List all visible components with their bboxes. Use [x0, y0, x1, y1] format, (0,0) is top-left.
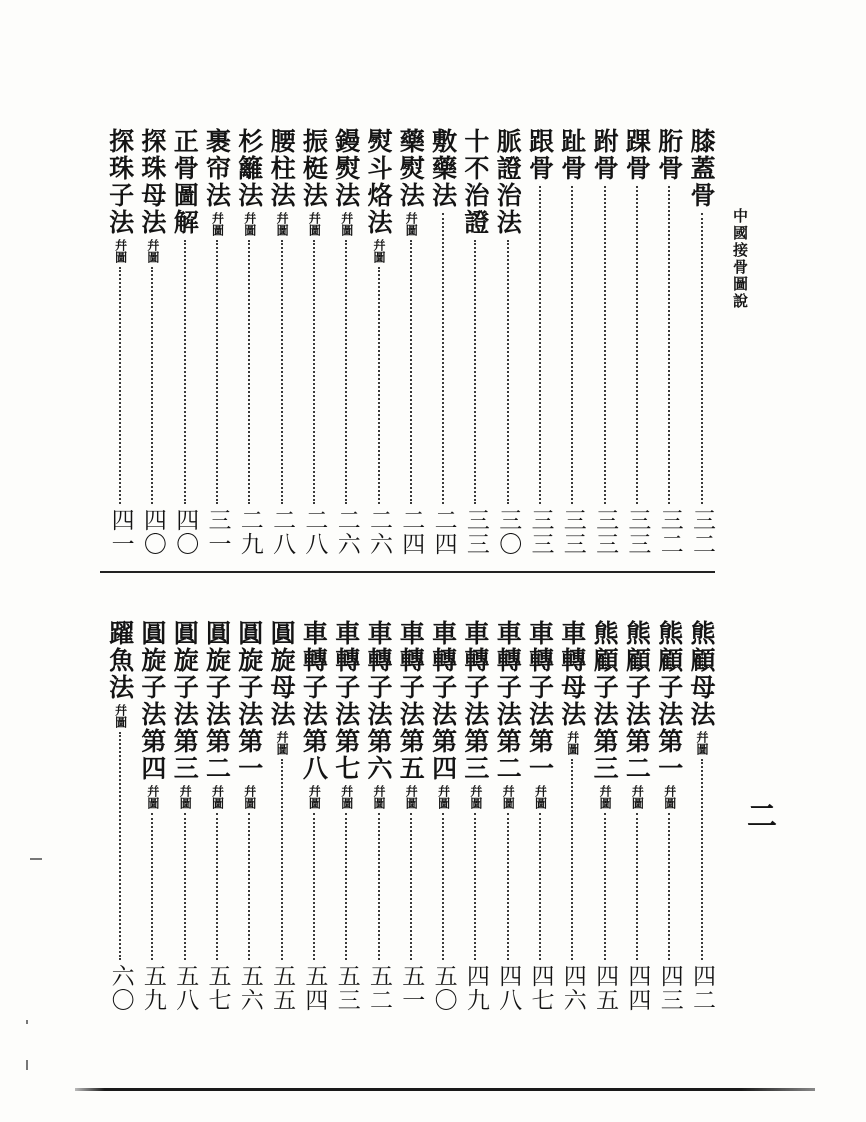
toc-entry-page: 五〇 [430, 964, 457, 1012]
toc-entry-note: 幷圖 [662, 785, 677, 809]
toc-entry-title: 車轉子法第八 [299, 620, 329, 782]
toc-entry-note: 幷圖 [178, 785, 193, 809]
toc-entry [460, 620, 491, 1012]
toc-entry-note: 幷圖 [210, 212, 225, 236]
toc-entry-note: 幷圖 [695, 731, 709, 755]
toc-entry-note: 幷圖 [339, 785, 354, 809]
toc-entry-title: 踝骨 [622, 128, 652, 182]
toc-entry [266, 620, 297, 1012]
toc-entry-note: 幷圖 [598, 785, 613, 809]
toc-entry [298, 128, 329, 556]
toc-entry-title: 車轉母法 [557, 620, 587, 728]
dot-leader [474, 240, 476, 504]
toc-entry [557, 128, 588, 556]
toc-entry-title: 圓旋子法第三 [170, 620, 200, 782]
toc-entry [234, 128, 265, 556]
toc-entry-note: 幷圖 [145, 785, 160, 809]
running-header: 中國接骨圖說 [731, 208, 749, 310]
dot-leader [119, 267, 121, 504]
toc-entry-page: 三三 [527, 508, 554, 556]
toc-entry-title: 胻骨 [654, 128, 684, 182]
toc-entry-title: 探珠子法 [105, 128, 135, 236]
dot-leader [248, 813, 250, 960]
toc-entry-page: 四四 [624, 964, 651, 1012]
dot-leader [313, 813, 315, 960]
toc-entry [428, 620, 459, 1012]
toc-entry [654, 620, 685, 1012]
dot-leader [313, 240, 315, 504]
toc-entry-note: 幷圖 [565, 731, 580, 755]
toc-entry-page: 二九 [236, 508, 263, 556]
toc-entry [621, 128, 652, 556]
bottom-rule [75, 1088, 815, 1091]
toc-entry [460, 128, 491, 556]
toc-entry-page: 三二 [689, 508, 715, 556]
toc-entry-title: 藥熨法 [396, 128, 426, 209]
toc-entry-page: 二八 [301, 508, 328, 556]
toc-entry [589, 620, 620, 1012]
toc-entry-title: 裹帘法 [202, 128, 232, 209]
toc-entry-page: 四二 [689, 964, 715, 1012]
toc-entry-page: 二四 [398, 508, 425, 556]
toc-entry-title: 熊顧子法第三 [590, 620, 620, 782]
dot-leader [184, 813, 186, 960]
toc-entry-title: 車轉子法第六 [364, 620, 393, 782]
toc-entry-page: 四〇 [172, 508, 199, 556]
dot-leader [636, 186, 638, 504]
toc-entry-note: 幷圖 [501, 785, 516, 809]
toc-entry [266, 128, 297, 556]
toc-entry [525, 128, 556, 556]
toc-entry [105, 128, 136, 556]
toc-entry-title: 杉籬法 [234, 128, 264, 209]
toc-entry-title: 鏝熨法 [331, 128, 361, 209]
dot-leader [507, 813, 509, 960]
toc-entry-page: 三二 [656, 508, 683, 556]
toc-entry [492, 128, 523, 556]
dot-leader [604, 186, 606, 504]
toc-entry-title: 圓旋子法第四 [137, 620, 167, 782]
toc-entry-note: 幷圖 [242, 785, 257, 809]
toc-entry-page: 四八 [495, 964, 522, 1012]
toc-entry-note: 幷圖 [113, 704, 128, 728]
scan-speck [26, 1060, 28, 1070]
toc-entry-note: 幷圖 [307, 785, 322, 809]
toc-entry-title: 圓旋子法第一 [234, 620, 264, 782]
toc-entry-page: 三一 [204, 508, 231, 556]
toc-entry-note: 幷圖 [275, 731, 290, 755]
toc-entry-page: 二六 [333, 508, 360, 556]
toc-entry [428, 128, 459, 556]
toc-entry [654, 128, 685, 556]
toc-entry-title: 車轉子法第四 [428, 620, 458, 782]
dot-leader [507, 240, 509, 504]
toc-entry [686, 620, 717, 1012]
toc-entry-title: 脈證治法 [493, 128, 523, 236]
toc-entry-note: 幷圖 [113, 239, 128, 263]
toc-entry [589, 128, 620, 556]
dot-leader [474, 813, 476, 960]
toc-entry-page: 三三 [592, 508, 619, 556]
toc-entry [105, 620, 136, 1012]
dot-leader [668, 813, 670, 960]
toc-entry-page: 四三 [656, 964, 683, 1012]
toc-entry-title: 熊顧母法 [687, 620, 716, 728]
dot-leader [539, 186, 541, 504]
toc-entry-page: 四〇 [139, 508, 166, 556]
dot-leader [668, 186, 670, 504]
dot-leader [378, 267, 380, 504]
toc-entry-note: 幷圖 [275, 212, 290, 236]
toc-entry-page: 四一 [107, 508, 134, 556]
toc-entry-title: 十不治證 [460, 128, 490, 236]
toc-entry [137, 128, 168, 556]
dot-leader [151, 813, 153, 960]
toc-entry [686, 128, 717, 556]
toc-entry-page: 五五 [269, 964, 296, 1012]
toc-entry-note: 幷圖 [630, 785, 645, 809]
toc-entry [169, 620, 200, 1012]
dot-leader [539, 813, 541, 960]
dot-leader [701, 213, 703, 504]
dot-leader [604, 813, 606, 960]
toc-entry [298, 620, 329, 1012]
toc-entry [137, 620, 168, 1012]
toc-entry-note: 幷圖 [372, 239, 386, 263]
toc-entry-page: 二四 [430, 508, 457, 556]
toc-entry [331, 128, 362, 556]
toc-entry-title: 圓旋母法 [267, 620, 297, 728]
toc-entry-note: 幷圖 [145, 239, 160, 263]
toc-entry-title: 熊顧子法第二 [622, 620, 652, 782]
toc-entry-note: 幷圖 [468, 785, 483, 809]
dot-leader [345, 240, 347, 504]
dot-leader [151, 267, 153, 504]
toc-entry-title: 跟骨 [525, 128, 555, 182]
dot-leader [345, 813, 347, 960]
toc-entry [557, 620, 588, 1012]
toc-entry [202, 128, 233, 556]
toc-entry-title: 熊顧子法第一 [654, 620, 684, 782]
toc-entry-page: 六〇 [107, 964, 134, 1012]
toc-entry-page: 三〇 [495, 508, 522, 556]
toc-entry-note: 幷圖 [242, 212, 257, 236]
toc-entry-note: 幷圖 [404, 212, 419, 236]
toc-entry-title: 躍魚法 [105, 620, 135, 701]
toc-entry [492, 620, 523, 1012]
dot-leader [571, 759, 573, 960]
dot-leader [410, 813, 412, 960]
page-number: 二 [741, 800, 776, 830]
toc-entry-page: 四六 [559, 964, 586, 1012]
toc-entry-page: 四五 [592, 964, 619, 1012]
dot-leader [410, 240, 412, 504]
toc-entry-title: 車轉子法第二 [493, 620, 523, 782]
toc-entry-title: 車轉子法第七 [331, 620, 361, 782]
section-divider [100, 571, 715, 573]
dot-leader [248, 240, 250, 504]
toc-entry-page: 五八 [172, 964, 199, 1012]
toc-entry-note: 幷圖 [372, 785, 386, 809]
toc-entry-page: 五七 [204, 964, 231, 1012]
toc-entry-note: 幷圖 [210, 785, 225, 809]
dot-leader [184, 240, 186, 504]
dot-leader [119, 732, 121, 960]
dot-leader [442, 213, 444, 504]
toc-entry-title: 正骨圖解 [170, 128, 200, 236]
toc-entry [621, 620, 652, 1012]
toc-entry-title: 車轉子法第五 [396, 620, 426, 782]
toc-entry-title: 車轉子法第一 [525, 620, 555, 782]
dot-leader [378, 813, 380, 960]
toc-entry [363, 620, 394, 1012]
scan-speck [26, 1020, 28, 1024]
toc-entry-page: 二八 [269, 508, 296, 556]
dot-leader [442, 813, 444, 960]
toc-entry [395, 620, 426, 1012]
toc-entry-title: 敷藥法 [428, 128, 458, 209]
toc-entry-note: 幷圖 [307, 212, 322, 236]
toc-entry-note: 幷圖 [436, 785, 451, 809]
toc-entry [395, 128, 426, 556]
toc-entry-title: 腰柱法 [267, 128, 297, 209]
toc-entry-title: 熨斗烙法 [364, 128, 393, 236]
toc-entry [234, 620, 265, 1012]
toc-entry [363, 128, 394, 556]
toc-entry-title: 趾骨 [557, 128, 587, 182]
toc-entry [331, 620, 362, 1012]
toc-entry-page: 五一 [398, 964, 425, 1012]
toc-entry-title: 跗骨 [590, 128, 620, 182]
toc-entry-title: 振梃法 [299, 128, 329, 209]
toc-entry-page: 五四 [301, 964, 328, 1012]
toc-entry-page: 三三 [624, 508, 651, 556]
scan-speck [30, 858, 42, 860]
dot-leader [281, 759, 283, 960]
toc-entry-note: 幷圖 [404, 785, 419, 809]
dot-leader [216, 813, 218, 960]
dot-leader [701, 759, 703, 960]
toc-entry-page: 四七 [527, 964, 554, 1012]
toc-entry-title: 車轉子法第三 [460, 620, 490, 782]
dot-leader [281, 240, 283, 504]
toc-entry-note: 幷圖 [533, 785, 548, 809]
toc-entry [525, 620, 556, 1012]
toc-entry-note: 幷圖 [339, 212, 354, 236]
toc-entry-title: 膝蓋骨 [687, 128, 716, 209]
toc-entry-page: 四九 [462, 964, 489, 1012]
toc-entry-page: 三三 [559, 508, 586, 556]
dot-leader [571, 186, 573, 504]
toc-entry-title: 圓旋子法第二 [202, 620, 232, 782]
toc-entry-page: 五二 [366, 964, 392, 1012]
dot-leader [216, 240, 218, 504]
toc-entry-page: 五六 [236, 964, 263, 1012]
toc-entry [169, 128, 200, 556]
toc-entry-page: 五九 [139, 964, 166, 1012]
toc-entry-page: 二六 [366, 508, 392, 556]
dot-leader [636, 813, 638, 960]
toc-entry-page: 五三 [333, 964, 360, 1012]
toc-entry-title: 探珠母法 [137, 128, 167, 236]
toc-entry-page: 三三 [462, 508, 489, 556]
toc-entry [202, 620, 233, 1012]
